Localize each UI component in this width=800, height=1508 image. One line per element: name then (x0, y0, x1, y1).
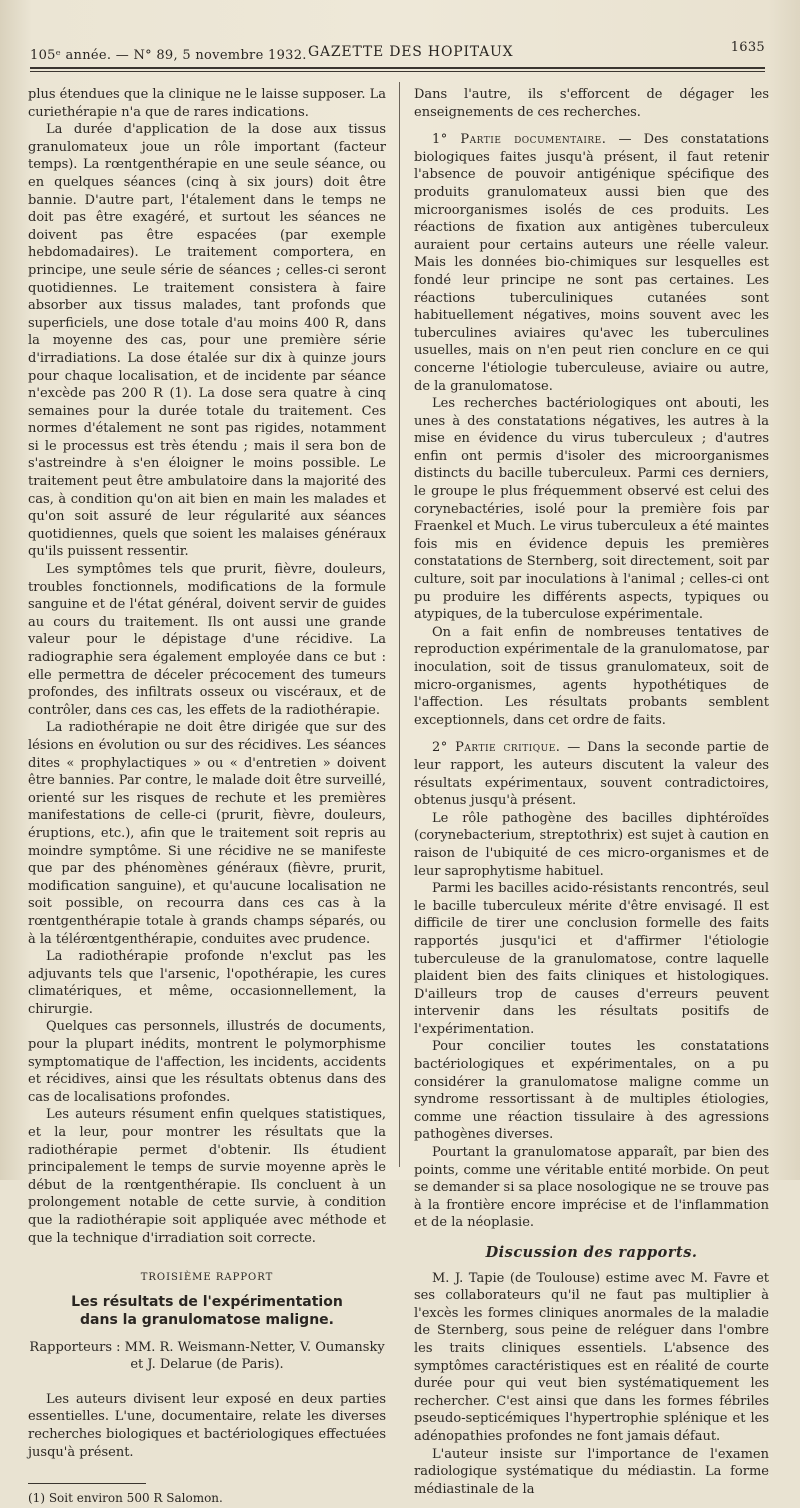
paragraph-text: — Dans la seconde partie de leur rapport, les auteurs discutent la valeur des résultats expérimentaux, souvent contradictoires, obtenus jusqu'à présent. (414, 740, 769, 809)
paragraph: Dans l'autre, ils s'efforcent de dégager les enseignements de ces recherches. (414, 87, 769, 120)
report-title-line-1: Les résultats de l'expérimentation (71, 1293, 343, 1310)
paragraph: La durée d'application de la dose aux tissus granulomateux joue un rôle important (facteur temps). La rœntgenthérapie en une seule séance, ou en quelques séances (cinq à six jours) doit être bannie. D'autre part, l'étalement dans le temps ne doit pas être exagéré, et surtout les séances ne doivent pas être espacées (par exemple hebdomadaires). Le traitement comportera, en principe, une seule série de séances ; celles-ci seront quotidiennes. Le traitement consistera à faire absorber aux tissus malades, tant profonds que superficiels, une dose totale d'au moins 400 R, dans la moyenne des cas, pour une première série d'irradiations. La dose étalée sur dix à quinze jours pour chaque localisation, et de incidente par séance n'excède pas 200 R (1). La dose sera quatre à cinq semaines pour la durée totale du traitement. Ces normes d'étalement ne sont pas rigides, notamment si le processus est très étendu ; mais il sera bon de s'astreindre à s'en éloigner le moins possible. Le traitement peut être ambulatoire dans la majorité des cas, à condition qu'on ait bien en main les malades et qu'on soit assuré de leur régularité aux séances quotidiennes, quels que soient les malaises généraux qu'ils puissent ressentir. (28, 122, 386, 560)
footnote-rule (28, 1483, 146, 1484)
page-number: 1635 (730, 40, 765, 55)
journal-title: GAZETTE DES HOPITAUX (308, 44, 514, 60)
paragraph: Les recherches bactériologiques ont abouti, les unes à des constatations négatives, les autres à la mise en évidence du virus tuberculeux ; d'autres enfin ont permis d'isoler des microorganismes distincts du bacille tuberculeux. Parmi ces derniers, le groupe le plus fréquemment observé est celui des corynebactéries, isolé pour la première fois par Fraenkel et Much. Le virus tuberculeux a été maintes fois mis en évidence depuis les premières constatations de Sternberg, soit directement, soit par culture, soit par inoculations à l'animal ; celles-ci ont pu produire les différents aspects, typiques ou atypiques, de la tuberculose expérimentale. (414, 396, 769, 623)
column-divider (399, 82, 400, 1167)
report-label: TROISIÈME RAPPORT (140, 1272, 274, 1284)
paragraph: Le rôle pathogène des bacilles diphtéroïdes (corynebacterium, streptothrix) est sujet à caution en raison de l'ubiquité de ces micro-organismes et de leur saprophytisme habituel. (414, 810, 769, 879)
paragraph-text: — Des constatations biologiques faites jusqu'à présent, il faut retenir l'absence de pouvoir antigénique spécifique des produits granulomateux aussi bien que des microorganismes isolés de ces produits. Les réactions de fixation aux antigènes tuberculeux auraient pour certains auteurs une réelle valeur. Mais les données bio-chimiques sur lesquelles est fondé leur principe ne sont pas certaines. Les réactions tuberculiniques cutanées sont habituellement négatives, moins souvent avec les tuberculines aviaires qu'avec les tuberculines usuelles, mais on n'en peut rien conclure en ce qui concerne l'étiologie tuberculeuse, aviaire ou autre, de la granulomatose. (414, 132, 769, 394)
paragraph: Pour concilier toutes les constatations bactériologiques et expérimentales, on a pu considérer la granulomatose maligne comme un syndrome ressortissant à de multiples étiologies, comme une réaction tissulaire à des agressions pathogènes diverses. (414, 1039, 769, 1143)
paragraph: Parmi les bacilles acido-résistants rencontrés, seul le bacille tuberculeux mérite d'être envisagé. Il est difficile de tirer une conclusion formelle des faits rapportés jusqu'ici et d'affirmer l'étiologie tuberculeuse de la granulomatose, contre laquelle plaident bien des faits cliniques et histologiques. D'ailleurs trop de causes d'erreurs peuvent intervenir dans les résultats positifs de l'expérimentation. (414, 881, 769, 1037)
right-column (414, 86, 769, 1498)
paragraph: L'auteur insiste sur l'importance de l'examen radiologique systématique du médiastin. La forme médiastinale de la (414, 1446, 769, 1497)
report-authors-line-2: et J. Delarue (de Paris). (130, 1356, 284, 1372)
paragraph: plus étendues que la clinique ne le laisse supposer. La curiethérapie n'a que de rares indications. (28, 87, 386, 120)
report-title (28, 1293, 386, 1329)
section-heading: 2° Partie critique. (432, 740, 561, 756)
paragraph: Les auteurs divisent leur exposé en deux parties essentielles. L'une, documentaire, relate les diverses recherches biologiques et bactériologiques effectuées jusqu'à présent. (28, 1391, 386, 1460)
left-column (28, 86, 386, 1508)
header-rule-thin (30, 71, 765, 72)
paragraph: On a fait enfin de nombreuses tentatives de reproduction expérimentale de la granulomatose, par inoculation, soit de tissus granulomateux, soit de micro-organismes, agents hypothétiques de l'affection. Les résultats probants semblent exceptionnels, dans cet ordre de faits. (414, 624, 769, 728)
report-authors (28, 1339, 386, 1373)
discussion-heading: Discussion des rapports. (485, 1244, 698, 1261)
paragraph: La radiothérapie profonde n'exclut pas les adjuvants tels que l'arsenic, l'opothérapie, les cures climatériques, et même, occasionnellement, la chirurgie. (28, 949, 386, 1017)
report-authors-line-1: Rapporteurs : MM. R. Weismann-Netter, V. Oumansky (29, 1339, 385, 1355)
paragraph: Les symptômes tels que prurit, fièvre, douleurs, troubles fonctionnels, modifications de la formule sanguine et de l'état général, doivent servir de guides au cours du traitement. Ils ont aussi une grande valeur pour le dépistage d'une récidive. La radiographie sera également employée dans ce but : elle permettra de déceler précocement des tumeurs profondes, des infiltrats osseux ou viscéraux, et de contrôler, dans ces cas, les effets de la radiothérapie. (28, 562, 386, 718)
paragraph: La radiothérapie ne doit être dirigée que sur des lésions en évolution ou sur des récidives. Les séances dites « prophylactiques » ou « d'entretien » doivent être bannies. Par contre, le malade doit être surveillé, orienté sur les risques de rechute et les premières manifestations de celle-ci (prurit, fièvre, douleurs, éruptions, etc.), afin que le traitement soit repris au moindre symptôme. Si une récidive ne se manifeste que par des phénomènes généraux (fièvre, prurit, modification sanguine), et qu'aucune localisation ne soit possible, on recourra dans ces cas à la rœntgenthérapie totale à grands champs séparés, ou à la télérœntgenthérapie, conduites avec prudence. (28, 720, 386, 947)
paragraph: Quelques cas personnels, illustrés de documents, pour la plupart inédits, montrent le polymorphisme symptomatique de l'affection, les incidents, accidents et récidives, ainsi que les résultats obtenus dans des cas de localisations profondes. (28, 1019, 386, 1105)
page-header (30, 40, 765, 64)
paragraph: M. J. Tapie (de Toulouse) estime avec M. Favre et ses collaborateurs qu'il ne faut pas multiplier à l'excès les formes cliniques anormales de la maladie de Sternberg, sous peine de reléguer dans l'ombre les traits cliniques essentiels. L'absence des symptômes caractéristiques est en réalité de courte durée pour qui veut bien systématiquement les rechercher. C'est ainsi que dans les formes fébriles pseudo-septicémiques l'hypertrophie splénique et les adénopathies profondes ne font jamais défaut. (414, 1270, 769, 1444)
header-rule (30, 67, 765, 69)
section-heading: 1° Partie documentaire. (432, 132, 607, 148)
paragraph (414, 739, 769, 809)
paragraph (414, 131, 769, 395)
footnote: (1) Soit environ 500 R Salomon. (28, 1491, 223, 1506)
report-title-line-2: dans la granulomatose maligne. (80, 1311, 334, 1328)
paragraph: Les auteurs résument enfin quelques statistiques, et la leur, pour montrer les résultats que la radiothérapie permet d'obtenir. Ils étudient principalement le temps de survie moyenne après le début de la rœntgenthérapie. Ils concluent à un prolongement notable de cette survie, à condition que la radiothérapie soit appliquée avec méthode et que la technique d'irradiation soit correcte. (28, 1107, 386, 1246)
issue-info: 105ᵉ année. — N° 89, 5 novembre 1932. (30, 48, 307, 63)
paragraph: Pourtant la granulomatose apparaît, par bien des points, comme une véritable entité morbide. On peut se demander si sa place nosologique ne se trouve pas à la frontière encore imprécise et de l'inflammation et de la néoplasie. (414, 1145, 769, 1231)
